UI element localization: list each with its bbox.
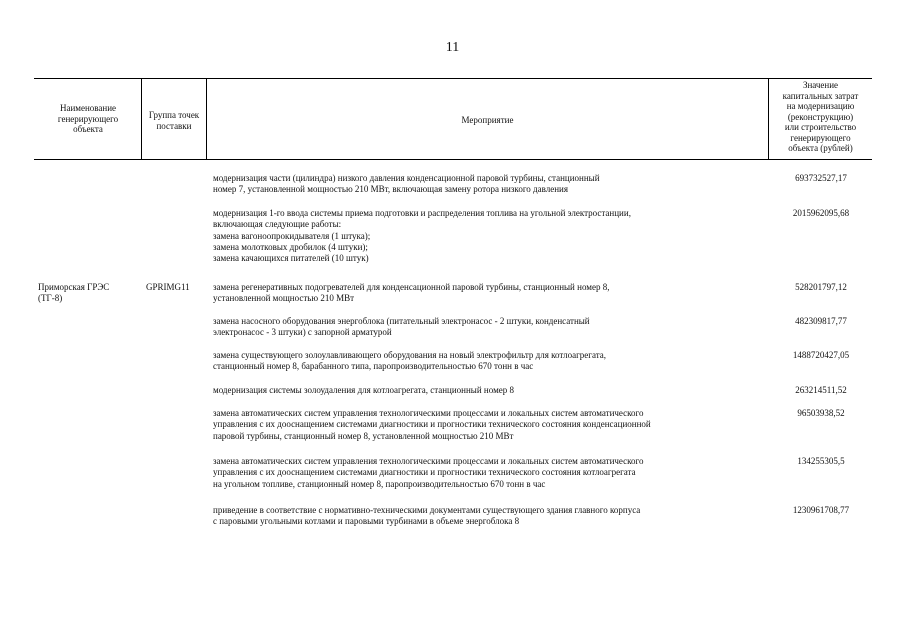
measure-row-6: модернизация системы золоудаления для котлоагрегата, станционный номер 8 [213,385,515,395]
cost-row-5: 1488720427,05 [792,350,850,360]
cost-row-2: 2015962095,68 [792,208,850,218]
measure-row-5: замена существующего золоулавливающего оборудования на новый электрофильтр для котлоагрегата, станционный номер 8, барабанного типа, паропроизводительностью 670 тонн в час [213,350,607,372]
header-capital-cost: Значение капитальных затрат на модернизацию (реконструкцию) или строительство генерирующего объекта (рублей) [782,80,859,153]
cost-row-6: 263214511,52 [795,385,847,395]
measure-row-1: модернизация части (цилиндра) низкого давления конденсационной паровой турбины, станционный номер 7, установленной мощностью 210 МВт, включающая замену ротора низкого давления [213,173,600,195]
cost-row-7: 96503938,52 [797,408,845,418]
cost-row-8: 134255305,5 [797,456,845,466]
table-header-bottom-rule [34,159,872,160]
header-object-name: Наименование генерирующего объекта [57,103,119,134]
measure-row-7: замена автоматических систем управления технологическими процессами и локальных систем автоматического управления с их дооснащением системами диагностики и прогностики технического состояния конденсационной паровой турбины, станционный номер 8, установленной мощностью 210 МВт [213,408,651,441]
cost-row-9: 1230961708,77 [792,505,850,515]
measure-row-8: замена автоматических систем управления технологическими процессами и локальных систем автоматического управления с их дооснащением системами диагностики и прогностики технического состояния котлоагрегата на угольном топливе, станционный номер 8, паропроизводительностью 670 тонн в час [213,456,644,489]
cost-row-1: 693732527,17 [795,173,847,183]
measure-row-9: приведение в соответствие с нормативно-техническими документами существующего здания главного корпуса с паровыми угольными котлами и паровыми турбинами в объеме энергоблока 8 [213,505,641,527]
cost-row-4: 482309817,77 [795,316,847,326]
header-delivery-group: Группа точек поставки [148,110,200,131]
object-name: Приморская ГРЭС (ТГ-8) [38,282,110,304]
measure-row-4: замена насосного оборудования энергоблока (питательный электронасос - 2 штуки, конденсатный электронасос - 3 штуки) с запорной арматурой [213,316,590,338]
header-measure: Мероприятие [461,115,514,125]
page-number: 11 [445,40,460,55]
measure-row-2: модернизация 1-го ввода системы приема подготовки и распределения топлива на угольной электростанции, включающая следующие работы: замена вагоноопрокидывателя (1 штука); замена молотковых дробилок (4 штуки); замена качающихся питателей (10 штук) [213,208,631,264]
table-top-rule [34,78,872,79]
cost-row-3: 528201797,12 [795,282,847,292]
measure-row-3: замена регенеративных подогревателей для конденсационной паровой турбины, станционный номер 8, установленной мощностью 210 МВт [213,282,610,304]
delivery-group-code: GPRIMG11 [146,282,190,292]
